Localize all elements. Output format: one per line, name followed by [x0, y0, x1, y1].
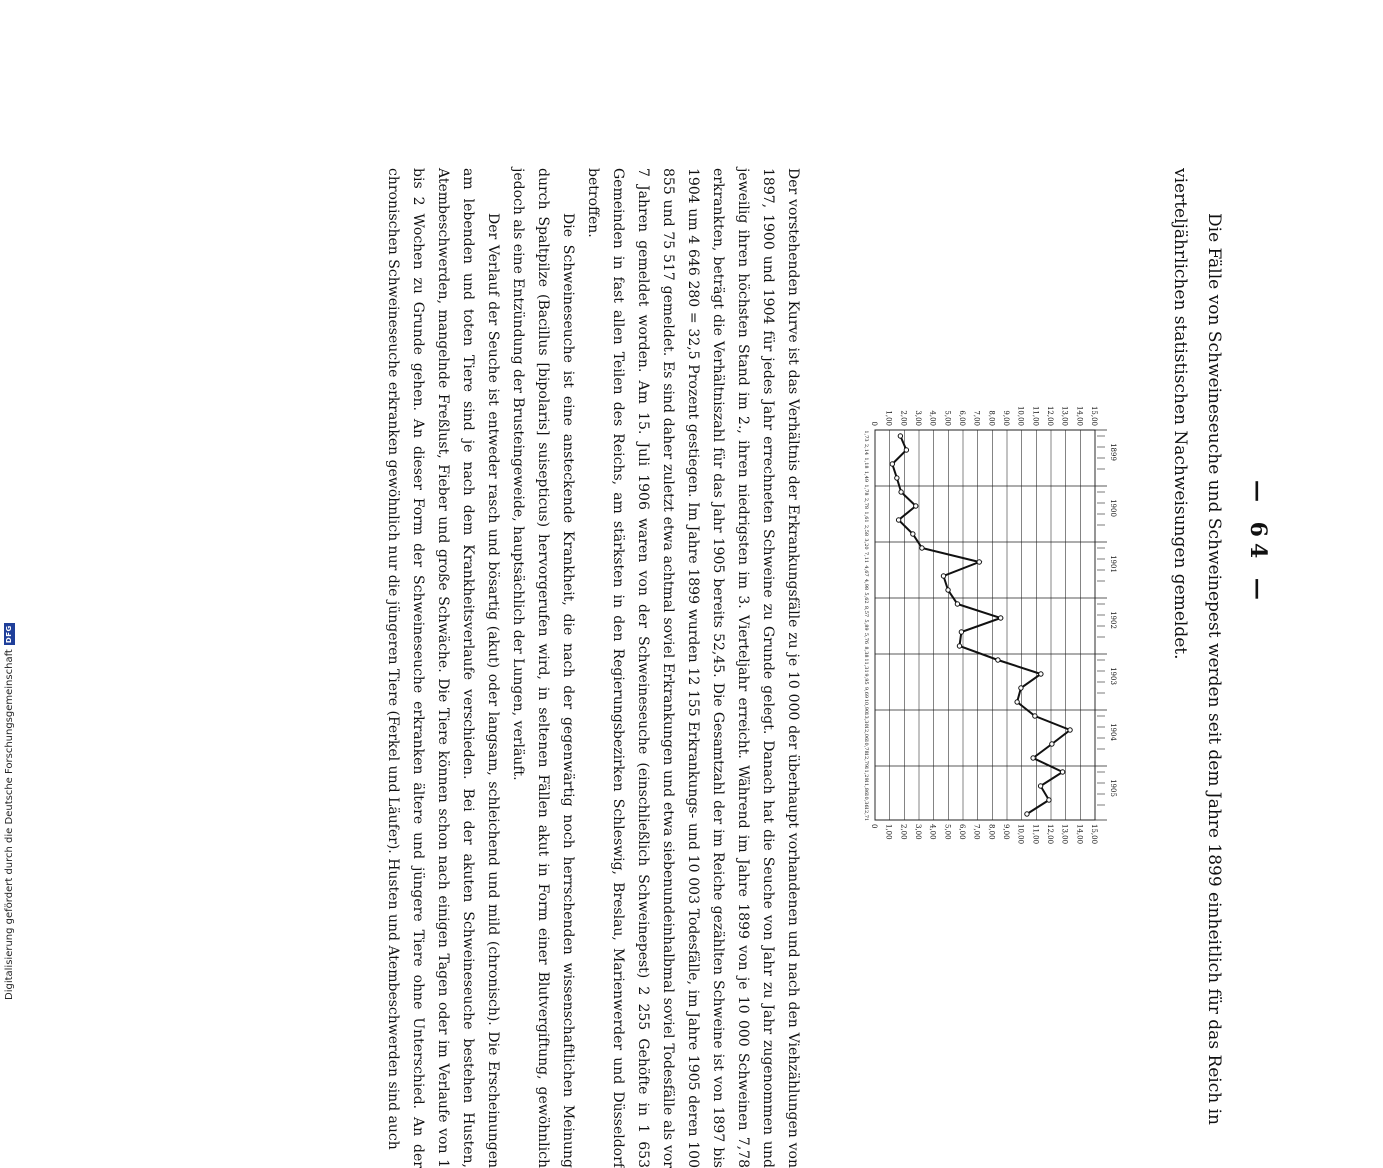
ytick-right: 10,00	[1016, 824, 1025, 845]
data-point	[1060, 770, 1064, 774]
ytick-left: 15,00	[1090, 405, 1098, 426]
value-label: 8,38	[863, 646, 869, 658]
value-label: 13,30	[863, 712, 869, 727]
value-label: 4,67	[863, 565, 869, 577]
value-label: 11,31	[863, 658, 869, 673]
data-point	[896, 518, 900, 522]
value-label: 5,76	[863, 632, 869, 645]
dfg-logo: DFG	[4, 623, 15, 645]
ytick-right: 15,00	[1090, 824, 1098, 845]
ytick-right: 5,00	[943, 824, 952, 840]
ytick-right: 12,00	[1046, 824, 1054, 845]
data-point	[959, 630, 963, 634]
value-label: 1,18	[863, 457, 869, 469]
ytick-right: 0	[870, 824, 878, 829]
value-label: 7,11	[863, 551, 869, 564]
ytick-left: 0	[870, 421, 878, 426]
value-label: 5,89	[863, 619, 869, 631]
paragraph-disease: Die Schweineseuche ist eine ansteckende Krankheit, die nach der gegenwärtig noch herrschenden wissenschaftlichen Meinung durch Spaltpilze (Bacillus [bipolaris] suisepticus) hervorgerufen wird, in seltenen Fällen akut in Form einer Blutvergiftung, gewöhnlich jedoch als eine Entzündung der Brusteingeweide, hauptsächlich der Lungen, verläuft.	[510, 168, 576, 1168]
data-point	[977, 560, 981, 564]
ytick-right: 4,00	[928, 824, 937, 840]
data-point	[996, 658, 1000, 662]
data-point	[1039, 672, 1043, 676]
value-label: 10,78	[863, 739, 869, 754]
year-label: 1899	[1109, 443, 1117, 461]
data-point	[955, 602, 959, 606]
year-label: 1905	[1109, 779, 1117, 797]
ytick-left: 3,00	[914, 410, 922, 426]
year-label: 1903	[1109, 667, 1117, 685]
ytick-right: 9,00	[1002, 824, 1010, 840]
ytick-right: 14,00	[1075, 824, 1084, 845]
ytick-left: 13,00	[1060, 405, 1069, 426]
value-label: 12,06	[863, 725, 869, 741]
ytick-right: 8,00	[987, 824, 996, 840]
body-text	[380, 168, 805, 1168]
page-number: — 64 —	[1245, 480, 1271, 606]
dfg-credit	[4, 623, 15, 1000]
ytick-left: 1,00	[884, 410, 893, 426]
data-point	[898, 434, 902, 438]
data-point	[957, 644, 961, 648]
data-point	[1019, 686, 1023, 690]
value-label: 12,71	[863, 806, 869, 822]
value-label: 5,62	[863, 592, 869, 604]
data-point	[946, 588, 950, 592]
data-point	[904, 448, 908, 452]
ytick-left: 9,00	[1002, 410, 1010, 426]
value-label: 1,61	[863, 511, 869, 523]
value-label: 10,36	[863, 793, 869, 808]
year-label: 1902	[1109, 611, 1117, 629]
intro-paragraph: Die Fälle von Schweineseuche und Schweinepest werden seit dem Jahre 1899 einheitlich für das Reich in vierteljährlichen statistischen Nachweisungen gemeldet.	[1170, 168, 1224, 1125]
data-point	[1038, 784, 1042, 788]
ytick-right: 7,00	[972, 824, 981, 840]
ytick-left: 4,00	[928, 410, 937, 426]
value-label: 1,73	[863, 430, 869, 442]
value-label: 8,57	[863, 605, 869, 618]
data-point	[998, 616, 1002, 620]
ytick-right: 6,00	[958, 824, 966, 840]
ytick-left: 5,00	[943, 410, 952, 426]
credit-text: Digitalisierung gefördert durch die Deutsche Forschungsgemeinschaft	[4, 649, 15, 1000]
chart-frame	[875, 430, 1095, 820]
year-label: 1901	[1109, 555, 1117, 573]
data-point	[1033, 714, 1037, 718]
value-label: 9,69	[863, 686, 869, 699]
data-point	[914, 504, 918, 508]
data-point	[895, 476, 899, 480]
paragraph-course: Der Verlauf der Seuche ist entweder rasch und bösartig (akut) oder langsam, schleichend und mild (chronisch). Die Erscheinungen am lebenden und toten Tiere sind je nach dem Krankheitsverlaufe verschieden. Bei der akuten Schweineseuche bestehen Husten, Atembeschwerden, mangelnde Freßlust, Fieber und große Schwäche. Die Tiere können schon nach einigen Tagen oder im Verlaufe von 1 bis 2 Wochen zu Grunde gehen. An dieser Form der Schweineseuche erkranken ältere und jüngere Tiere ohne Unterschied. An der chronischen Schweineseuche erkranken gewöhnlich nur die jüngeren Tiere (Ferkel und Läufer). Husten und Atembeschwerden sind auch	[385, 168, 501, 1168]
ytick-left: 7,00	[972, 410, 981, 426]
value-label: 1,78	[863, 484, 869, 496]
value-label: 12,79	[863, 752, 869, 768]
seuche-chart	[855, 375, 1125, 875]
value-label: 11,86	[863, 779, 869, 795]
value-label: 2,78	[863, 497, 869, 510]
ytick-left: 10,00	[1016, 405, 1025, 426]
data-point	[1025, 812, 1029, 816]
data-point	[890, 462, 894, 466]
data-point	[911, 532, 915, 536]
value-label: 4,98	[863, 578, 869, 591]
ytick-left: 6,00	[958, 410, 966, 426]
value-label: 10,90	[863, 698, 869, 714]
value-label: 2,58	[863, 524, 869, 537]
ytick-right: 3,00	[914, 824, 922, 840]
ytick-left: 8,00	[987, 410, 996, 426]
value-label: 9,95	[863, 673, 869, 685]
ytick-left: 11,00	[1031, 405, 1040, 426]
data-point	[941, 574, 945, 578]
ytick-right: 11,00	[1031, 824, 1040, 845]
ytick-right: 1,00	[884, 824, 893, 840]
value-label: 2,14	[863, 443, 869, 456]
value-label: 11,29	[863, 766, 869, 781]
year-label: 1900	[1109, 499, 1117, 517]
ytick-left: 12,00	[1046, 405, 1054, 426]
ytick-right: 13,00	[1060, 824, 1069, 845]
data-point	[1050, 742, 1054, 746]
ytick-left: 14,00	[1075, 405, 1084, 426]
data-point	[1015, 700, 1019, 704]
data-point	[899, 490, 903, 494]
ytick-left: 2,00	[899, 410, 908, 426]
data-point	[1068, 728, 1072, 732]
data-point	[1031, 756, 1035, 760]
value-label: 1,49	[863, 470, 869, 483]
ytick-right: 2,00	[899, 824, 908, 840]
value-label: 3,20	[863, 538, 869, 550]
year-label: 1904	[1109, 723, 1117, 741]
data-point	[1047, 798, 1051, 802]
paragraph-curve: Der vorstehenden Kurve ist das Verhältnis der Erkrankungsfälle zu je 10 000 der überhaupt vorhandenen und nach den Viehzählungen von 1897, 1900 und 1904 für jedes Jahr errechneten Schweine zu Grunde gelegt. Danach hat die Seuche von Jahr zu Jahr zugenommen und jeweilig ihren höchsten Stand im 2., ihren niedrigsten im 3. Vierteljahr erreicht. Während im Jahre 1899 von je 10 000 Schweinen 7,78 erkrankten, beträgt die Verhältniszahl für das Jahr 1905 bereits 52,45. Die Gesamtzahl der im Reiche gezählten Schweine ist von 1897 bis 1904 um 4 646 280 = 32,5 Prozent gestiegen. Im Jahre 1899 wurden 12 155 Erkrankungs- und 10 003 Todesfälle, im Jahre 1905 deren 100 855 und 75 517 gemeldet. Es sind daher zuletzt etwa achtmal soviel Erkrankungen und etwa siebenundeinhalbmal soviel Todesfälle als vor 7 Jahren gemeldet worden. Am 15. Juli 1906 waren von der Schweineseuche (einschließlich Schweinepest) 2 255 Gehöfte in 1 653 Gemeinden in fast allen Teilen des Reichs, am stärksten in den Regierungsbezirken Schleswig, Breslau, Marienwerder und Düsseldorf betroffen.	[585, 168, 801, 1168]
data-point	[920, 546, 924, 550]
